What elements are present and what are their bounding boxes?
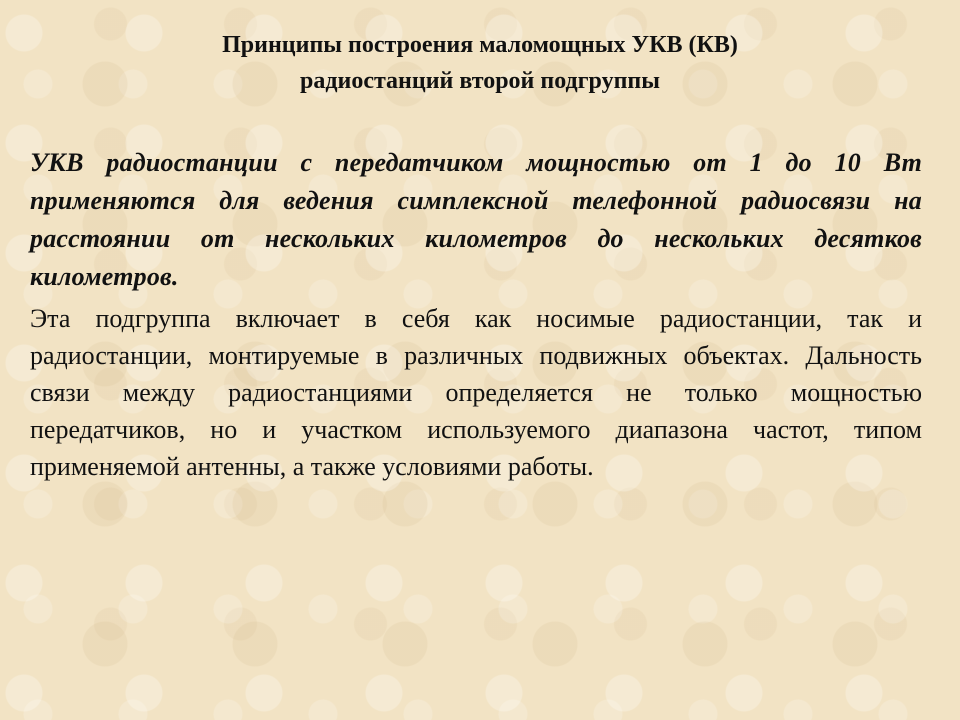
body-paragraph: Эта подгруппа включает в себя как носимые радиостанции, так и радиостанции, монтируемые в различных подвижных объектах. Дальность связи между радиостанциями определяется не только мощностью передатчиков, но и участком используемого диапазона частот, типом применяемой антенны, а также условиями работы. xyxy=(30,304,922,481)
slide-title-line-2: радиостанций второй подгруппы xyxy=(300,68,660,94)
slide-title-line-1: Принципы построения маломощных УКВ (КВ) xyxy=(222,32,738,58)
lead-paragraph: УКВ радиостанции с передатчиком мощностью от 1 до 10 Вт применяются для ведения симплексной телефонной радиосвязи на расстоянии от нескольких километров до нескольких десятков километров. xyxy=(30,148,922,291)
slide-title xyxy=(60,27,900,99)
